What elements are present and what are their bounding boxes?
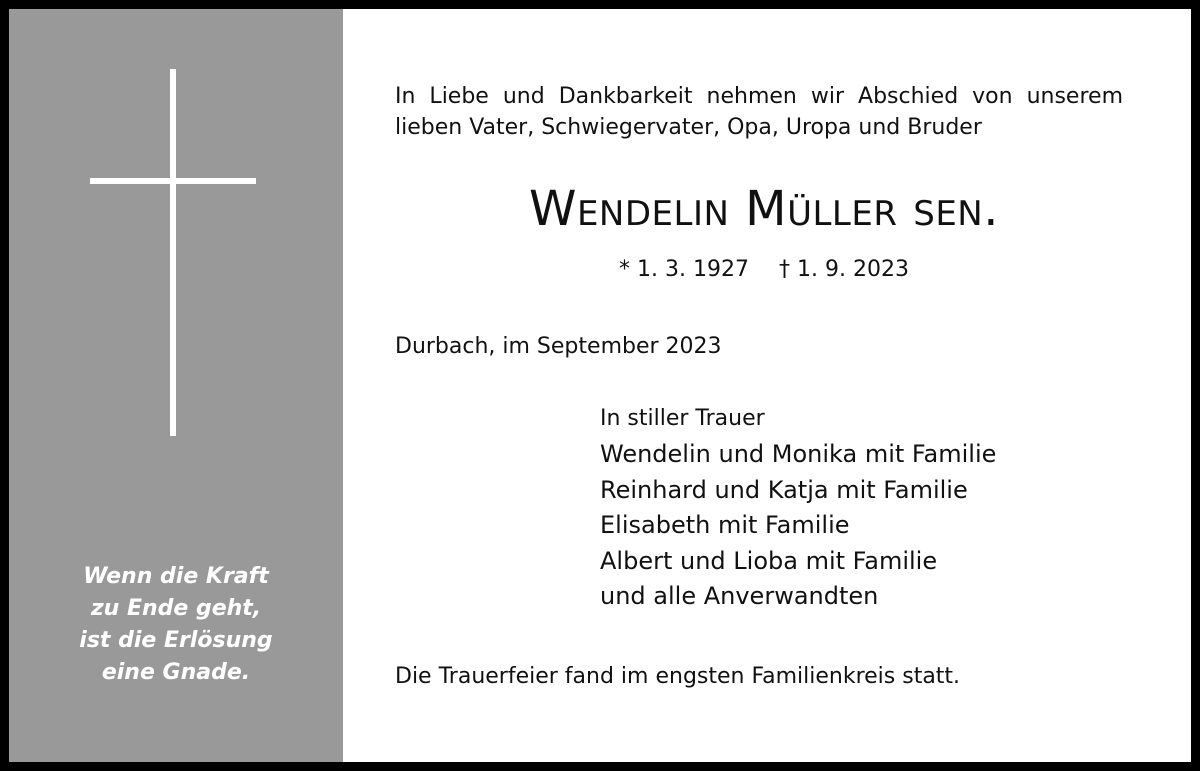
cross-vertical-bar [170,69,176,436]
mourners-list [600,437,996,615]
place-and-date: Durbach, im September 2023 [395,334,722,359]
mourners-block [600,403,996,615]
intro-line: lieben Vater, Schwiegervater, Opa, Uropa und Bruder [395,115,982,140]
death-date: † 1. 9. 2023 [779,257,909,282]
side-panel [9,9,343,762]
intro-text [395,81,1123,143]
cross-horizontal-bar [90,178,256,184]
deceased-name: Wendelin Müller sen. [528,181,999,237]
life-dates [343,255,1185,285]
mourners-label: In stiller Trauer [600,406,765,431]
main-content [343,9,1191,762]
mourner-entry: Wendelin und Monika mit Familie [600,440,997,468]
side-quote [9,561,343,689]
mourner-entry: Albert und Lioba mit Familie [600,546,938,575]
mourner-entry: Elisabeth mit Familie [600,511,850,539]
mourner-entry: Reinhard und Katja mit Familie [600,475,968,504]
quote-line: ist die Erlösung [79,628,273,653]
quote-line: Wenn die Kraft [83,564,269,589]
quote-line: eine Gnade. [101,660,251,685]
mourner-entry: und alle Anverwandten [600,582,879,610]
birth-date: * 1. 3. 1927 [619,257,749,282]
closing-note: Die Trauerfeier fand im engsten Familienkreis statt. [395,664,961,689]
intro-line: In Liebe und Dankbarkeit nehmen wir Abschied von unserem [395,84,1123,109]
quote-line: zu Ende geht, [90,596,262,621]
